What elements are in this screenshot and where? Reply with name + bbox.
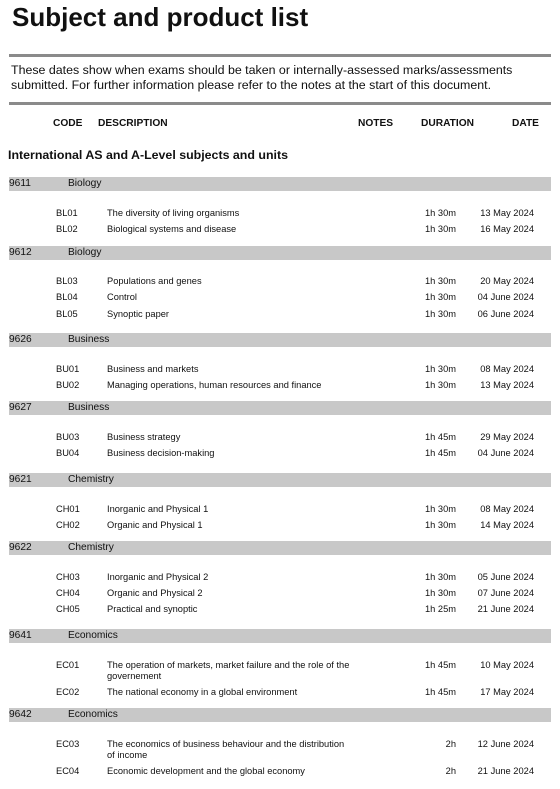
unit-code: CH03: [56, 572, 80, 582]
subject-band: [9, 401, 551, 415]
subject-code: 9641: [9, 630, 32, 641]
unit-description: Inorganic and Physical 2: [107, 572, 209, 582]
unit-date: 12 June 2024: [477, 739, 534, 749]
unit-duration: 1h 45m: [424, 687, 456, 697]
unit-description: Managing operations, human resources and finance: [107, 380, 322, 390]
unit-duration: 1h 45m: [424, 448, 456, 458]
unit-duration: 1h 30m: [424, 588, 456, 598]
unit-description: Control: [107, 292, 137, 302]
unit-code: EC01: [56, 660, 80, 670]
unit-duration: 1h 30m: [424, 572, 456, 582]
subject-code: 9627: [9, 402, 32, 413]
unit-date: 13 May 2024: [480, 380, 534, 390]
unit-description: Biological systems and disease: [107, 224, 237, 234]
subject-code: 9611: [9, 178, 31, 189]
column-header-duration: DURATION: [421, 118, 475, 129]
unit-code: BU01: [56, 364, 80, 374]
unit-description: The diversity of living organisms: [107, 208, 240, 218]
subject-name: Biology: [68, 247, 102, 258]
unit-code: BL03: [56, 276, 78, 286]
column-header-date: DATE: [512, 118, 539, 129]
subject-band: [9, 708, 551, 722]
subject-code: 9642: [9, 709, 32, 720]
unit-date: 06 June 2024: [477, 309, 534, 319]
unit-description: Economic development and the global economy: [107, 766, 305, 776]
subject-code: 9621: [9, 474, 32, 485]
unit-code: BU02: [56, 380, 80, 390]
unit-duration: 1h 45m: [424, 432, 456, 442]
section-title: International AS and A-Level subjects and units: [8, 148, 288, 162]
unit-date: 14 May 2024: [480, 520, 534, 530]
subject-band: [9, 246, 551, 260]
unit-description: Business strategy: [107, 432, 181, 442]
unit-code: EC04: [56, 766, 80, 776]
subject-name: Economics: [68, 630, 118, 641]
unit-description: Populations and genes: [107, 276, 202, 286]
column-header-code: CODE: [53, 118, 83, 129]
subject-code: 9622: [9, 542, 32, 553]
unit-duration: 1h 30m: [424, 504, 456, 514]
top-rule: [9, 54, 551, 57]
unit-date: 04 June 2024: [477, 448, 534, 458]
unit-date: 16 May 2024: [480, 224, 534, 234]
column-header-description: DESCRIPTION: [98, 118, 168, 129]
unit-duration: 2h: [445, 766, 456, 776]
subject-band: [9, 333, 551, 347]
unit-duration: 1h 45m: [424, 660, 456, 670]
unit-code: EC02: [56, 687, 80, 697]
unit-duration: 2h: [445, 739, 456, 749]
subject-band: [9, 177, 551, 191]
unit-duration: 1h 30m: [424, 208, 456, 218]
unit-description: The economics of business behaviour and the distribution of income: [107, 739, 345, 760]
page-title: Subject and product list: [12, 2, 309, 32]
unit-date: 20 May 2024: [480, 276, 534, 286]
subject-name: Biology: [68, 178, 102, 189]
column-header-notes: NOTES: [358, 118, 394, 129]
subject-code: 9612: [9, 247, 32, 258]
unit-description: Organic and Physical 2: [107, 588, 203, 598]
unit-code: CH04: [56, 588, 80, 598]
unit-date: 10 May 2024: [480, 660, 534, 670]
unit-duration: 1h 30m: [424, 520, 456, 530]
unit-code: EC03: [56, 739, 80, 749]
unit-duration: 1h 25m: [424, 604, 456, 614]
subject-code: 9626: [9, 334, 32, 345]
unit-date: 07 June 2024: [477, 588, 534, 598]
subject-name: Chemistry: [68, 542, 114, 553]
unit-description: Synoptic paper: [107, 309, 170, 319]
unit-date: 29 May 2024: [480, 432, 534, 442]
subject-band: [9, 473, 551, 487]
unit-duration: 1h 30m: [424, 276, 456, 286]
unit-date: 04 June 2024: [477, 292, 534, 302]
unit-duration: 1h 30m: [424, 224, 456, 234]
unit-date: 05 June 2024: [477, 572, 534, 582]
unit-description: Inorganic and Physical 1: [107, 504, 209, 514]
unit-duration: 1h 30m: [424, 364, 456, 374]
unit-code: CH01: [56, 504, 80, 514]
unit-code: BU04: [56, 448, 80, 458]
intro-text: These dates show when exams should be taken or internally-assessed marks/assessments submitted. For further information please refer to the notes at the start of this document.: [11, 63, 513, 92]
unit-description: The operation of markets, market failure and the role of the governement: [107, 660, 350, 681]
unit-description: Organic and Physical 1: [107, 520, 203, 530]
unit-date: 21 June 2024: [477, 766, 534, 776]
unit-date: 08 May 2024: [480, 364, 534, 374]
unit-description: Business decision-making: [107, 448, 215, 458]
unit-date: 13 May 2024: [480, 208, 534, 218]
unit-duration: 1h 30m: [424, 292, 456, 302]
unit-duration: 1h 30m: [424, 380, 456, 390]
subject-band: [9, 629, 551, 643]
unit-code: BU03: [56, 432, 80, 442]
unit-date: 21 June 2024: [477, 604, 534, 614]
unit-code: BL01: [56, 208, 78, 218]
unit-description: The national economy in a global environment: [107, 687, 298, 697]
unit-date: 17 May 2024: [480, 687, 534, 697]
unit-code: BL05: [56, 309, 78, 319]
unit-description: Business and markets: [107, 364, 199, 374]
unit-date: 08 May 2024: [480, 504, 534, 514]
subject-name: Chemistry: [68, 474, 114, 485]
unit-code: BL02: [56, 224, 78, 234]
unit-code: CH02: [56, 520, 80, 530]
subject-name: Business: [68, 334, 110, 345]
subject-name: Economics: [68, 709, 118, 720]
subject-band: [9, 541, 551, 555]
unit-code: CH05: [56, 604, 80, 614]
bottom-rule: [9, 102, 551, 105]
subject-name: Business: [68, 402, 110, 413]
unit-duration: 1h 30m: [424, 309, 456, 319]
unit-description: Practical and synoptic: [107, 604, 198, 614]
unit-code: BL04: [56, 292, 78, 302]
